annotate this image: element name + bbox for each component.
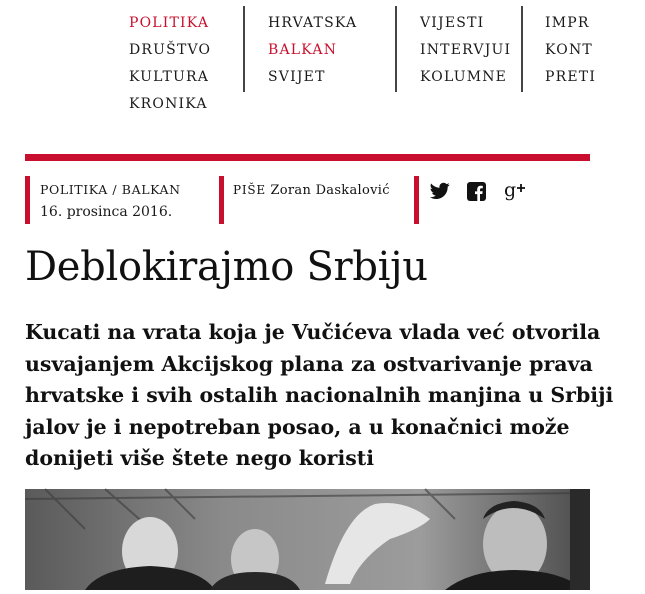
nav-divider <box>243 6 245 92</box>
article-meta <box>40 179 181 223</box>
nav-divider <box>395 6 397 92</box>
nav-link-kolumne[interactable]: KOLUMNE <box>420 69 508 85</box>
nav-link-intervjui[interactable]: INTERVJUI <box>420 42 512 58</box>
article-lead <box>25 317 645 475</box>
meta-accent-bar <box>25 176 30 224</box>
nav-link-svijet[interactable]: SVIJET <box>268 69 326 85</box>
google-plus-icon[interactable] <box>504 179 528 205</box>
nav-column-info <box>545 10 596 91</box>
header-rule <box>25 154 590 161</box>
nav-column-regions <box>268 10 357 91</box>
category-link[interactable]: POLITIKA / BALKAN <box>40 182 181 197</box>
nav-link-balkan[interactable]: BALKAN <box>268 42 338 58</box>
lead-line: jalov je i nepotreban posao, a u konačnici može <box>25 414 570 439</box>
lead-line: hrvatske i svih ostalih nacionalnih manjina u Srbiji <box>25 383 614 407</box>
lead-line: usvajanjem Akcijskog plana za ostvarivanje prava <box>25 351 593 376</box>
publish-date: 16. prosinca 2016. <box>40 204 173 220</box>
article-title: Deblokirajmo Srbiju <box>25 244 428 290</box>
article-hero-photo[interactable] <box>25 489 590 590</box>
nav-column-formats <box>420 10 511 91</box>
nav-link-impressum[interactable]: IMPR <box>545 15 590 31</box>
nav-column-sections <box>129 10 211 118</box>
nav-divider <box>521 6 523 92</box>
lead-line: Kucati na vrata koja je Vučićeva vlada već otvorila <box>25 320 601 344</box>
meta-accent-bar <box>414 176 419 224</box>
twitter-icon[interactable] <box>430 182 450 204</box>
nav-link-politika[interactable]: POLITIKA <box>129 15 210 31</box>
nav-link-pretraga[interactable]: PRETI <box>545 69 597 85</box>
author-byline <box>233 179 390 202</box>
nav-link-kultura[interactable]: KULTURA <box>129 69 210 85</box>
nav-link-vijesti[interactable]: VIJESTI <box>420 15 485 31</box>
lead-line: donijeti više štete nego koristi <box>25 446 375 470</box>
meta-accent-bar <box>219 176 224 224</box>
author-label: PIŠE <box>233 183 266 197</box>
facebook-icon[interactable] <box>467 182 486 205</box>
nav-link-drustvo[interactable]: DRUŠTVO <box>129 42 212 58</box>
nav-link-hrvatska[interactable]: HRVATSKA <box>268 15 358 31</box>
author-name[interactable]: Zoran Daskalović <box>270 183 390 198</box>
nav-link-kontakt[interactable]: KONT <box>545 42 593 58</box>
nav-link-kronika[interactable]: KRONIKA <box>129 96 208 112</box>
svg-text:g: g <box>504 179 517 201</box>
